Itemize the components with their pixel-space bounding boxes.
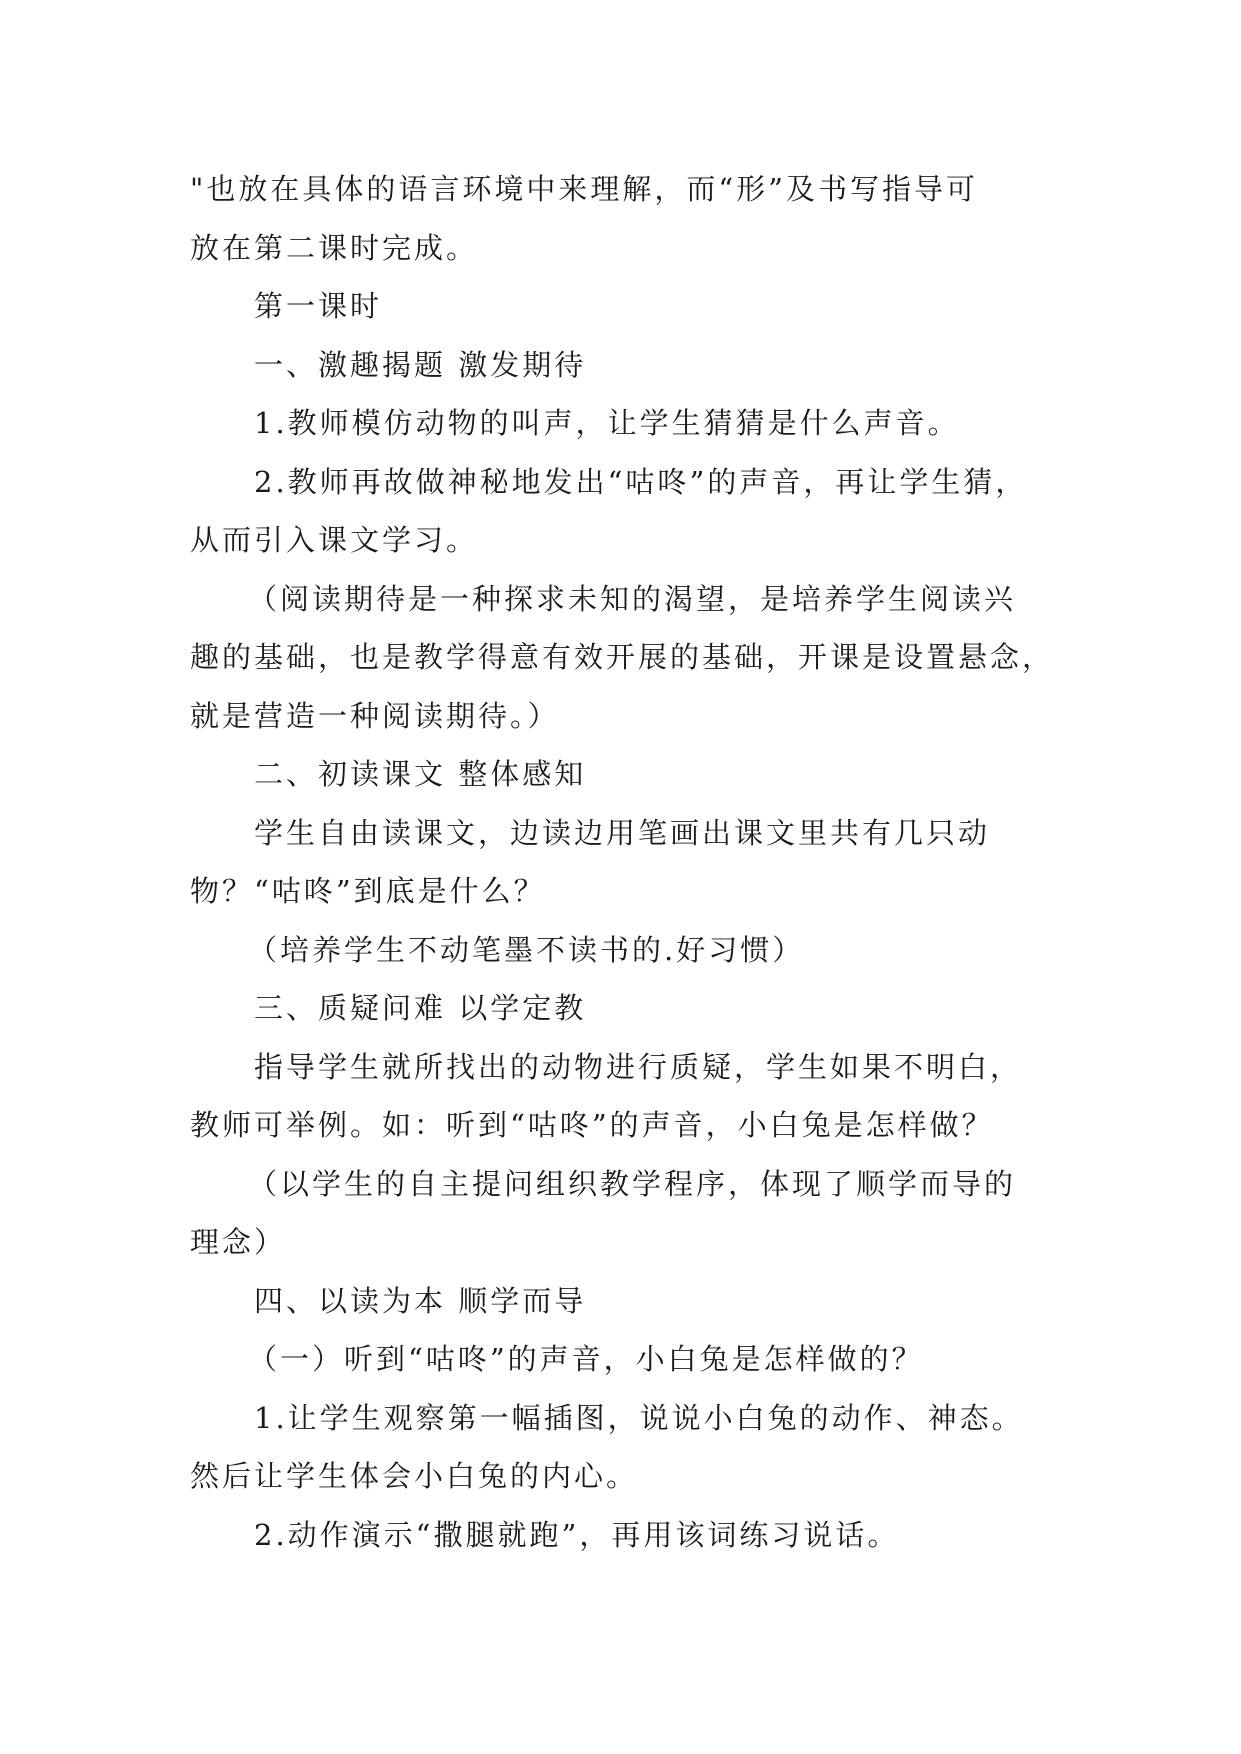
- list-item: 1.教师模仿动物的叫声，让学生猜猜是什么声音。: [254, 406, 960, 440]
- annotation-line: （培养学生不动笔墨不读书的.好习惯）: [248, 932, 805, 967]
- lesson-heading: 第一课时: [254, 289, 383, 323]
- list-item: 1.让学生观察第一幅插图，说说小白兔的动作、神态。: [254, 1400, 1024, 1435]
- list-item: 2.动作演示“撒腿就跑”，再用该词练习说话。: [254, 1517, 900, 1552]
- annotation-line: （以学生的自主提问组织教学程序，体现了顺学而导的: [248, 1166, 1017, 1201]
- paragraph-line: 从而引入课文学习。: [190, 523, 479, 557]
- document-body: [190, 160, 1065, 1564]
- paragraph-line: 物？“咕咚”到底是什么？: [190, 874, 546, 908]
- section-heading: 四、以读为本 顺学而导: [254, 1283, 587, 1318]
- section-heading: 二、初读课文 整体感知: [254, 757, 587, 791]
- paragraph-line: 学生自由读课文，边读边用笔画出课文里共有几只动: [254, 815, 991, 850]
- annotation-line: 就是营造一种阅读期待。）: [190, 698, 560, 733]
- paragraph-line: "也放在具体的语言环境中来理解，而“形”及书写指导可: [190, 172, 978, 206]
- subsection-heading: （一）听到“咕咚”的声音，小白兔是怎样做的？: [248, 1342, 924, 1376]
- paragraph-line: 放在第二课时完成。: [190, 230, 479, 265]
- section-heading: 一、激趣揭题 激发期待: [254, 347, 587, 382]
- paragraph-line: 然后让学生体会小白兔的内心。: [190, 1459, 639, 1493]
- section-heading: 三、质疑问难 以学定教: [254, 991, 587, 1025]
- annotation-line: 趣的基础，也是教学得意有效开展的基础，开课是设置悬念，: [190, 640, 1055, 674]
- paragraph-line: 教师可举例。如：听到“咕咚”的声音，小白兔是怎样做？: [190, 1108, 994, 1142]
- paragraph-line: 指导学生就所找出的动物进行质疑，学生如果不明白，: [254, 1049, 1023, 1084]
- list-item: 2.教师再故做神秘地发出“咕咚”的声音，再让学生猜，: [254, 464, 1028, 499]
- annotation-line: （阅读期待是一种探求未知的渴望，是培养学生阅读兴: [248, 581, 1017, 616]
- annotation-line: 理念）: [190, 1225, 287, 1259]
